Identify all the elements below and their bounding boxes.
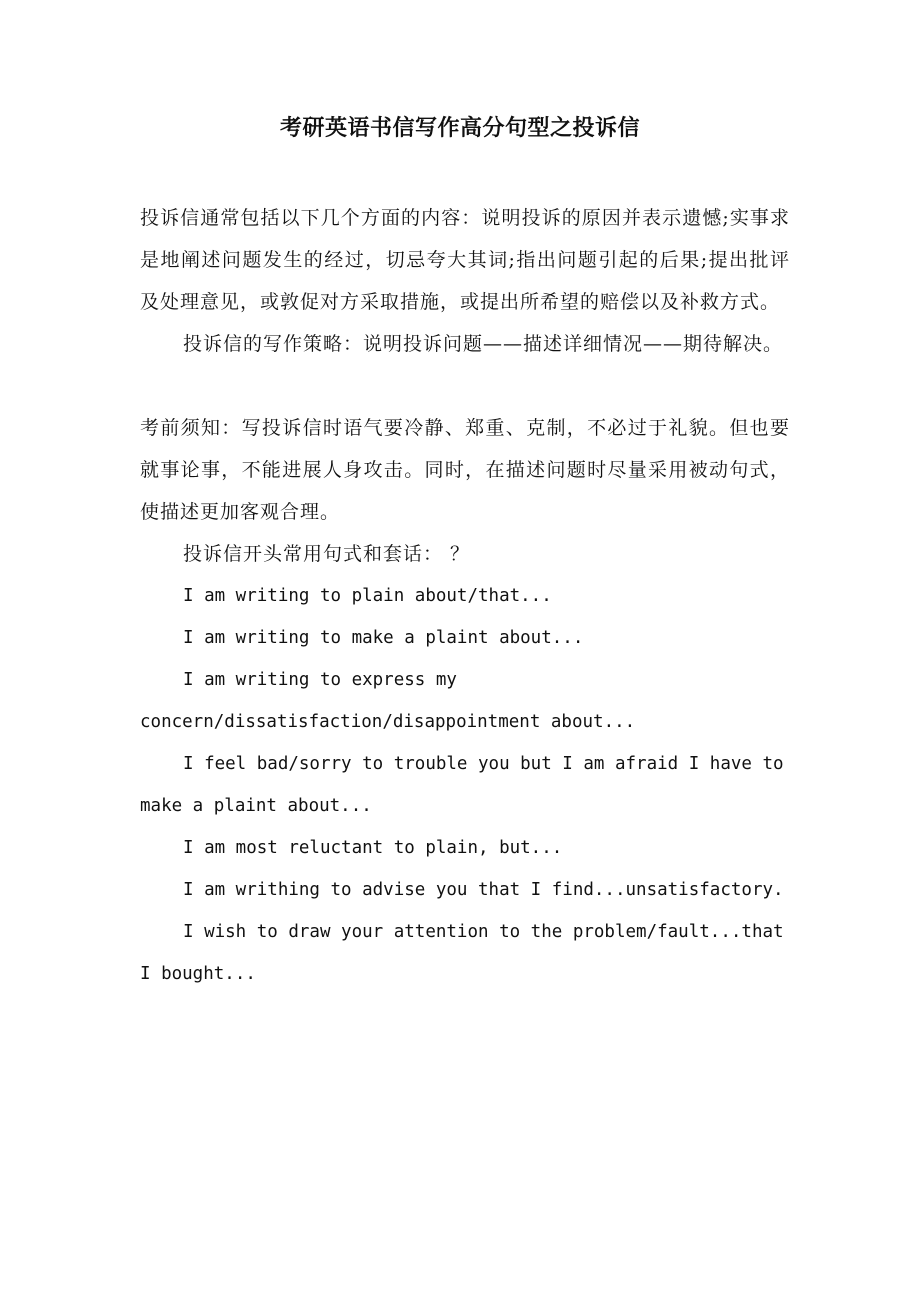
sentence-item: I am most reluctant to plain, but... [183, 838, 563, 858]
document-title: 考研英语书信写作高分句型之投诉信 [279, 116, 640, 141]
sentence-item: I feel bad/sorry to trouble you but I am afraid I have to make a plaint about... [140, 754, 784, 816]
paragraph-notes: 考前须知：写投诉信时语气要冷静、郑重、克制，不必过于礼貌。但也要就事论事，不能进展人身攻击。同时，在描述问题时尽量采用被动句式，使描述更加客观合理。 [140, 417, 790, 523]
sentence-item: I am writhing to advise you that I find...unsatisfactory. [183, 880, 784, 900]
paragraph-intro: 投诉信通常包括以下几个方面的内容：说明投诉的原因并表示遗憾;实事求是地阐述问题发生的经过，切忌夸大其词;指出问题引起的后果;提出批评及处理意见，或敦促对方采取措施，或提出所希望的赔偿以及补救方式。 [140, 207, 790, 313]
paragraph-opening-heading: 投诉信开头常用句式和套话： ？ [183, 543, 471, 565]
document-body [140, 197, 790, 995]
sentence-item: I am writing to plain about/that... [183, 586, 552, 606]
paragraph-strategy: 投诉信的写作策略：说明投诉问题——描述详细情况——期待解决。 [183, 333, 784, 355]
sentence-item: I wish to draw your attention to the problem/fault...that I bought... [140, 922, 784, 984]
sentence-item: I am writing to express my concern/dissatisfaction/disappointment about... [140, 670, 636, 732]
paragraph-spacer [140, 365, 790, 407]
sentence-item: I am writing to make a plaint about... [183, 628, 584, 648]
